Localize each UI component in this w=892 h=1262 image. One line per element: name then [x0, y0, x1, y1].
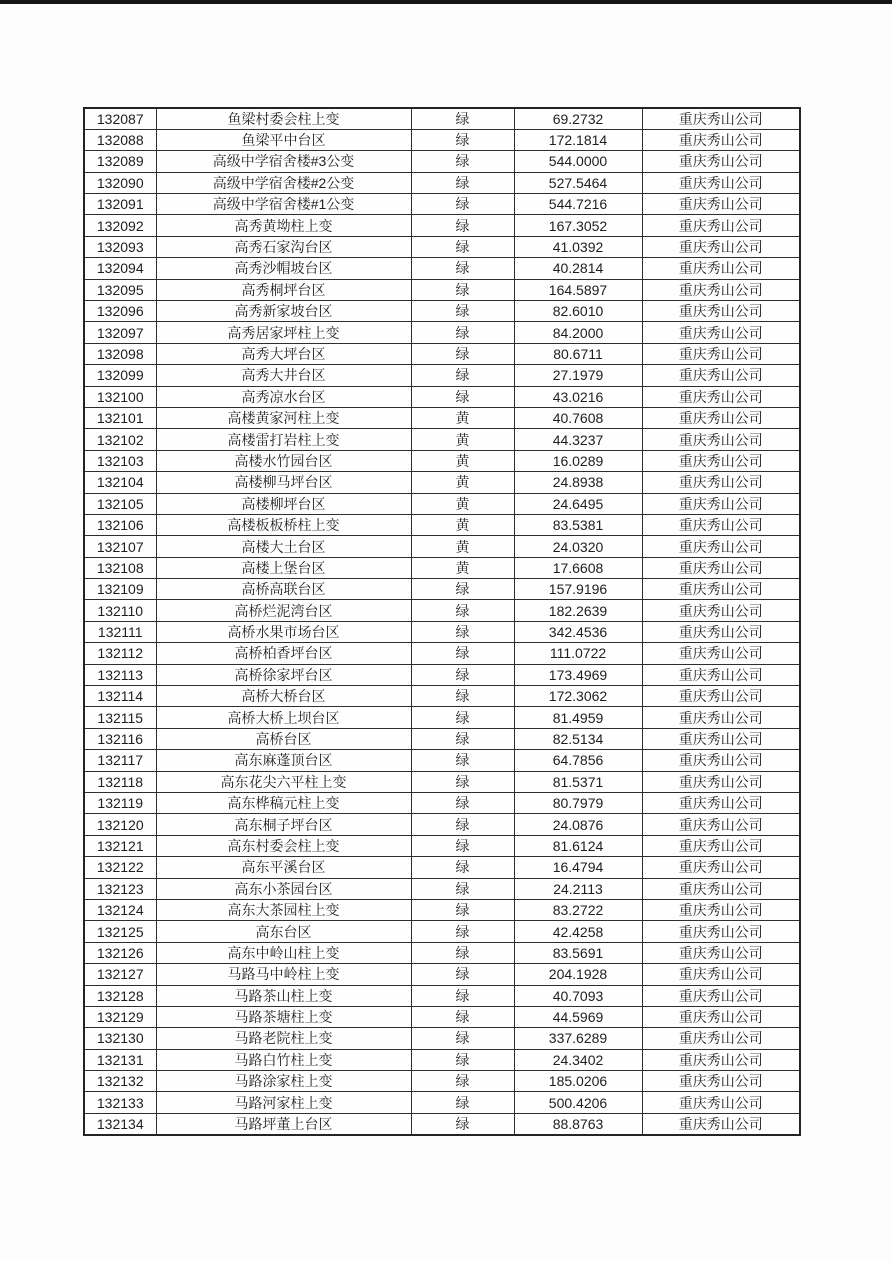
cell-status: 黄: [411, 429, 514, 450]
cell-status: 绿: [411, 1006, 514, 1027]
table-row: [84, 536, 800, 557]
cell-name: 高东桐子坪台区: [156, 814, 411, 835]
cell-status: 绿: [411, 686, 514, 707]
table-row: [84, 215, 800, 236]
cell-status: 黄: [411, 536, 514, 557]
cell-status: 绿: [411, 215, 514, 236]
cell-status: 绿: [411, 365, 514, 386]
cell-company: 重庆秀山公司: [642, 258, 800, 279]
cell-status: 绿: [411, 386, 514, 407]
table-row: [84, 621, 800, 642]
table-row: [84, 600, 800, 621]
cell-status: 绿: [411, 301, 514, 322]
table-row: [84, 557, 800, 578]
cell-company: 重庆秀山公司: [642, 536, 800, 557]
cell-name: 高东麻蓬顶台区: [156, 750, 411, 771]
cell-name: 高东平溪台区: [156, 857, 411, 878]
cell-value: 182.2639: [514, 600, 642, 621]
cell-value: 24.8938: [514, 472, 642, 493]
cell-company: 重庆秀山公司: [642, 600, 800, 621]
cell-name: 高级中学宿舍楼#2公变: [156, 172, 411, 193]
cell-id: 132092: [84, 215, 156, 236]
cell-value: 81.6124: [514, 835, 642, 856]
cell-name: 高秀大井台区: [156, 365, 411, 386]
cell-value: 17.6608: [514, 557, 642, 578]
cell-value: 88.8763: [514, 1113, 642, 1134]
cell-company: 重庆秀山公司: [642, 707, 800, 728]
cell-id: 132121: [84, 835, 156, 856]
cell-company: 重庆秀山公司: [642, 343, 800, 364]
cell-status: 黄: [411, 557, 514, 578]
cell-id: 132112: [84, 643, 156, 664]
table-row: [84, 857, 800, 878]
cell-company: 重庆秀山公司: [642, 771, 800, 792]
cell-status: 绿: [411, 985, 514, 1006]
cell-name: 马路白竹柱上变: [156, 1049, 411, 1070]
cell-id: 132126: [84, 942, 156, 963]
cell-company: 重庆秀山公司: [642, 493, 800, 514]
cell-id: 132101: [84, 407, 156, 428]
cell-value: 24.0876: [514, 814, 642, 835]
cell-name: 高东小茶园台区: [156, 878, 411, 899]
cell-value: 41.0392: [514, 236, 642, 257]
table-row: [84, 921, 800, 942]
cell-name: 高楼黄家河柱上变: [156, 407, 411, 428]
cell-name: 高楼板板桥柱上变: [156, 514, 411, 535]
cell-name: 高东花尖六平柱上变: [156, 771, 411, 792]
cell-name: 高东桦稿元柱上变: [156, 793, 411, 814]
cell-name: 高桥高联台区: [156, 579, 411, 600]
cell-status: 绿: [411, 750, 514, 771]
cell-company: 重庆秀山公司: [642, 686, 800, 707]
cell-value: 167.3052: [514, 215, 642, 236]
cell-status: 绿: [411, 1113, 514, 1134]
table-row: [84, 579, 800, 600]
cell-company: 重庆秀山公司: [642, 172, 800, 193]
cell-value: 80.6711: [514, 343, 642, 364]
cell-id: 132107: [84, 536, 156, 557]
table-row: [84, 129, 800, 150]
cell-value: 82.5134: [514, 728, 642, 749]
cell-id: 132125: [84, 921, 156, 942]
table-row: [84, 1071, 800, 1092]
cell-value: 24.6495: [514, 493, 642, 514]
cell-id: 132105: [84, 493, 156, 514]
cell-status: 绿: [411, 579, 514, 600]
cell-value: 44.5969: [514, 1006, 642, 1027]
cell-id: 132095: [84, 279, 156, 300]
cell-value: 40.2814: [514, 258, 642, 279]
table-row: [84, 493, 800, 514]
cell-value: 16.0289: [514, 450, 642, 471]
cell-id: 132100: [84, 386, 156, 407]
cell-name: 高级中学宿舍楼#1公变: [156, 194, 411, 215]
cell-name: 马路涂家柱上变: [156, 1071, 411, 1092]
cell-name: 马路坪董上台区: [156, 1113, 411, 1134]
cell-company: 重庆秀山公司: [642, 301, 800, 322]
cell-value: 337.6289: [514, 1028, 642, 1049]
table-row: [84, 236, 800, 257]
cell-value: 173.4969: [514, 664, 642, 685]
cell-id: 132087: [84, 108, 156, 129]
cell-status: 绿: [411, 814, 514, 835]
table-row: [84, 814, 800, 835]
table-row: [84, 429, 800, 450]
cell-company: 重庆秀山公司: [642, 151, 800, 172]
table-row: [84, 407, 800, 428]
table-row: [84, 194, 800, 215]
cell-id: 132124: [84, 899, 156, 920]
table-row: [84, 878, 800, 899]
cell-company: 重庆秀山公司: [642, 921, 800, 942]
cell-name: 高秀石家沟台区: [156, 236, 411, 257]
cell-value: 83.2722: [514, 899, 642, 920]
cell-id: 132090: [84, 172, 156, 193]
cell-status: 黄: [411, 472, 514, 493]
cell-name: 高秀沙帽坡台区: [156, 258, 411, 279]
table-row: [84, 707, 800, 728]
cell-value: 24.0320: [514, 536, 642, 557]
cell-status: 绿: [411, 258, 514, 279]
cell-name: 高楼水竹园台区: [156, 450, 411, 471]
cell-status: 黄: [411, 493, 514, 514]
cell-company: 重庆秀山公司: [642, 194, 800, 215]
cell-company: 重庆秀山公司: [642, 1006, 800, 1027]
cell-name: 鱼梁平中台区: [156, 129, 411, 150]
cell-name: 高桥徐家坪台区: [156, 664, 411, 685]
cell-company: 重庆秀山公司: [642, 279, 800, 300]
cell-value: 81.4959: [514, 707, 642, 728]
cell-value: 500.4206: [514, 1092, 642, 1113]
cell-status: 绿: [411, 878, 514, 899]
cell-company: 重庆秀山公司: [642, 899, 800, 920]
table-row: [84, 835, 800, 856]
cell-status: 绿: [411, 835, 514, 856]
cell-name: 高秀居家坪柱上变: [156, 322, 411, 343]
cell-id: 132134: [84, 1113, 156, 1134]
cell-name: 马路老院柱上变: [156, 1028, 411, 1049]
table-row: [84, 322, 800, 343]
cell-value: 81.5371: [514, 771, 642, 792]
cell-name: 高秀黄坳柱上变: [156, 215, 411, 236]
cell-id: 132089: [84, 151, 156, 172]
cell-name: 高楼柳马坪台区: [156, 472, 411, 493]
cell-company: 重庆秀山公司: [642, 1113, 800, 1134]
cell-name: 高东台区: [156, 921, 411, 942]
cell-value: 185.0206: [514, 1071, 642, 1092]
cell-name: 高楼柳坪台区: [156, 493, 411, 514]
cell-status: 绿: [411, 343, 514, 364]
cell-id: 132111: [84, 621, 156, 642]
cell-value: 43.0216: [514, 386, 642, 407]
table-row: [84, 258, 800, 279]
cell-value: 172.3062: [514, 686, 642, 707]
cell-status: 绿: [411, 151, 514, 172]
cell-id: 132128: [84, 985, 156, 1006]
cell-name: 高秀凉水台区: [156, 386, 411, 407]
cell-name: 高秀新家坡台区: [156, 301, 411, 322]
table-row: [84, 365, 800, 386]
cell-id: 132088: [84, 129, 156, 150]
cell-company: 重庆秀山公司: [642, 643, 800, 664]
cell-status: 黄: [411, 450, 514, 471]
cell-name: 高桥烂泥湾台区: [156, 600, 411, 621]
cell-id: 132102: [84, 429, 156, 450]
cell-status: 绿: [411, 108, 514, 129]
cell-name: 高东中岭山柱上变: [156, 942, 411, 963]
cell-company: 重庆秀山公司: [642, 942, 800, 963]
cell-value: 157.9196: [514, 579, 642, 600]
cell-company: 重庆秀山公司: [642, 429, 800, 450]
cell-value: 544.7216: [514, 194, 642, 215]
cell-status: 绿: [411, 707, 514, 728]
cell-id: 132118: [84, 771, 156, 792]
cell-company: 重庆秀山公司: [642, 579, 800, 600]
cell-name: 高东村委会柱上变: [156, 835, 411, 856]
cell-company: 重庆秀山公司: [642, 129, 800, 150]
cell-company: 重庆秀山公司: [642, 793, 800, 814]
cell-status: 绿: [411, 664, 514, 685]
table-row: [84, 942, 800, 963]
table-row: [84, 472, 800, 493]
cell-id: 132093: [84, 236, 156, 257]
cell-status: 绿: [411, 621, 514, 642]
table-row: [84, 450, 800, 471]
cell-value: 69.2732: [514, 108, 642, 129]
cell-id: 132091: [84, 194, 156, 215]
table-row: [84, 1028, 800, 1049]
cell-value: 111.0722: [514, 643, 642, 664]
cell-company: 重庆秀山公司: [642, 1049, 800, 1070]
cell-status: 绿: [411, 771, 514, 792]
cell-company: 重庆秀山公司: [642, 236, 800, 257]
cell-status: 绿: [411, 236, 514, 257]
cell-id: 132117: [84, 750, 156, 771]
cell-id: 132123: [84, 878, 156, 899]
table-row: [84, 279, 800, 300]
cell-company: 重庆秀山公司: [642, 664, 800, 685]
cell-name: 高桥柏香坪台区: [156, 643, 411, 664]
cell-company: 重庆秀山公司: [642, 835, 800, 856]
cell-value: 24.3402: [514, 1049, 642, 1070]
cell-value: 172.1814: [514, 129, 642, 150]
table-row: [84, 1092, 800, 1113]
cell-status: 绿: [411, 1092, 514, 1113]
cell-name: 高桥水果市场台区: [156, 621, 411, 642]
cell-value: 82.6010: [514, 301, 642, 322]
cell-value: 204.1928: [514, 964, 642, 985]
cell-status: 绿: [411, 964, 514, 985]
device-table-body: [84, 108, 800, 1135]
cell-company: 重庆秀山公司: [642, 557, 800, 578]
cell-id: 132129: [84, 1006, 156, 1027]
page-top-edge: [0, 0, 892, 4]
table-row: [84, 643, 800, 664]
table-row: [84, 1006, 800, 1027]
cell-value: 40.7608: [514, 407, 642, 428]
cell-company: 重庆秀山公司: [642, 750, 800, 771]
cell-value: 164.5897: [514, 279, 642, 300]
cell-status: 绿: [411, 279, 514, 300]
device-table: [83, 107, 801, 1136]
cell-status: 绿: [411, 1028, 514, 1049]
cell-company: 重庆秀山公司: [642, 985, 800, 1006]
cell-company: 重庆秀山公司: [642, 814, 800, 835]
cell-value: 40.7093: [514, 985, 642, 1006]
cell-value: 42.4258: [514, 921, 642, 942]
cell-name: 高桥台区: [156, 728, 411, 749]
cell-id: 132122: [84, 857, 156, 878]
cell-id: 132094: [84, 258, 156, 279]
cell-value: 24.2113: [514, 878, 642, 899]
cell-company: 重庆秀山公司: [642, 472, 800, 493]
cell-status: 绿: [411, 194, 514, 215]
cell-id: 132130: [84, 1028, 156, 1049]
cell-value: 27.1979: [514, 365, 642, 386]
cell-name: 高楼雷打岩柱上变: [156, 429, 411, 450]
cell-id: 132133: [84, 1092, 156, 1113]
table-row: [84, 172, 800, 193]
table-row: [84, 750, 800, 771]
cell-id: 132097: [84, 322, 156, 343]
cell-company: 重庆秀山公司: [642, 215, 800, 236]
table-row: [84, 664, 800, 685]
cell-status: 绿: [411, 793, 514, 814]
cell-id: 132108: [84, 557, 156, 578]
cell-id: 132119: [84, 793, 156, 814]
table-row: [84, 728, 800, 749]
cell-id: 132096: [84, 301, 156, 322]
cell-id: 132104: [84, 472, 156, 493]
cell-value: 80.7979: [514, 793, 642, 814]
cell-status: 绿: [411, 1049, 514, 1070]
cell-id: 132110: [84, 600, 156, 621]
cell-company: 重庆秀山公司: [642, 322, 800, 343]
cell-id: 132131: [84, 1049, 156, 1070]
cell-status: 绿: [411, 942, 514, 963]
table-row: [84, 108, 800, 129]
cell-name: 高秀大坪台区: [156, 343, 411, 364]
cell-name: 高级中学宿舍楼#3公变: [156, 151, 411, 172]
cell-company: 重庆秀山公司: [642, 365, 800, 386]
cell-name: 马路河家柱上变: [156, 1092, 411, 1113]
cell-name: 高楼上堡台区: [156, 557, 411, 578]
cell-status: 绿: [411, 600, 514, 621]
cell-status: 绿: [411, 857, 514, 878]
cell-name: 高秀桐坪台区: [156, 279, 411, 300]
table-row: [84, 793, 800, 814]
table-row: [84, 151, 800, 172]
cell-status: 绿: [411, 129, 514, 150]
cell-status: 绿: [411, 899, 514, 920]
table-row: [84, 386, 800, 407]
table-row: [84, 771, 800, 792]
table-row: [84, 985, 800, 1006]
cell-company: 重庆秀山公司: [642, 407, 800, 428]
cell-status: 黄: [411, 407, 514, 428]
cell-company: 重庆秀山公司: [642, 1028, 800, 1049]
cell-company: 重庆秀山公司: [642, 878, 800, 899]
cell-company: 重庆秀山公司: [642, 964, 800, 985]
cell-id: 132098: [84, 343, 156, 364]
cell-value: 544.0000: [514, 151, 642, 172]
cell-status: 绿: [411, 921, 514, 942]
cell-company: 重庆秀山公司: [642, 1071, 800, 1092]
cell-value: 83.5691: [514, 942, 642, 963]
cell-id: 132103: [84, 450, 156, 471]
cell-status: 绿: [411, 322, 514, 343]
cell-status: 绿: [411, 728, 514, 749]
cell-company: 重庆秀山公司: [642, 386, 800, 407]
cell-status: 绿: [411, 643, 514, 664]
cell-company: 重庆秀山公司: [642, 514, 800, 535]
cell-company: 重庆秀山公司: [642, 857, 800, 878]
cell-status: 黄: [411, 514, 514, 535]
cell-value: 44.3237: [514, 429, 642, 450]
cell-name: 高楼大土台区: [156, 536, 411, 557]
cell-id: 132114: [84, 686, 156, 707]
table-row: [84, 899, 800, 920]
cell-name: 鱼梁村委会柱上变: [156, 108, 411, 129]
cell-id: 132132: [84, 1071, 156, 1092]
table-row: [84, 343, 800, 364]
table-row: [84, 964, 800, 985]
table-row: [84, 1113, 800, 1134]
cell-id: 132115: [84, 707, 156, 728]
cell-name: 高桥大桥上坝台区: [156, 707, 411, 728]
cell-id: 132109: [84, 579, 156, 600]
cell-company: 重庆秀山公司: [642, 108, 800, 129]
cell-name: 高桥大桥台区: [156, 686, 411, 707]
table-row: [84, 686, 800, 707]
table-row: [84, 301, 800, 322]
cell-value: 16.4794: [514, 857, 642, 878]
cell-id: 132116: [84, 728, 156, 749]
cell-value: 527.5464: [514, 172, 642, 193]
cell-company: 重庆秀山公司: [642, 621, 800, 642]
cell-status: 绿: [411, 172, 514, 193]
cell-value: 83.5381: [514, 514, 642, 535]
cell-id: 132113: [84, 664, 156, 685]
cell-company: 重庆秀山公司: [642, 450, 800, 471]
cell-company: 重庆秀山公司: [642, 728, 800, 749]
cell-name: 马路茶山柱上变: [156, 985, 411, 1006]
cell-id: 132106: [84, 514, 156, 535]
cell-value: 64.7856: [514, 750, 642, 771]
cell-company: 重庆秀山公司: [642, 1092, 800, 1113]
cell-name: 高东大茶园柱上变: [156, 899, 411, 920]
cell-value: 84.2000: [514, 322, 642, 343]
cell-id: 132127: [84, 964, 156, 985]
cell-value: 342.4536: [514, 621, 642, 642]
cell-name: 马路茶塘柱上变: [156, 1006, 411, 1027]
cell-id: 132120: [84, 814, 156, 835]
table-row: [84, 514, 800, 535]
cell-status: 绿: [411, 1071, 514, 1092]
cell-name: 马路马中岭柱上变: [156, 964, 411, 985]
table-row: [84, 1049, 800, 1070]
cell-id: 132099: [84, 365, 156, 386]
